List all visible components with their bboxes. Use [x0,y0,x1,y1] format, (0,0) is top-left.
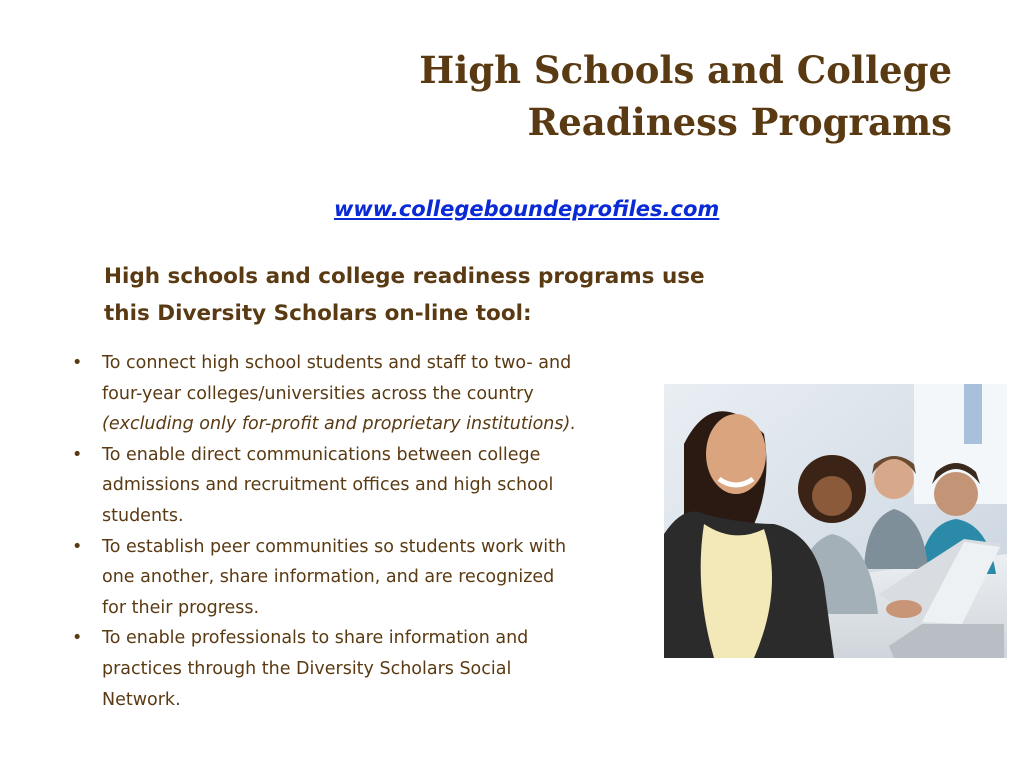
list-item [68,440,668,532]
bullet-text-line: To connect high school students and staff to two- and [102,353,572,373]
list-item [68,623,668,715]
slide-title [332,44,952,148]
bullet-text-line: (excluding only for-profit and proprietary institutions). [102,414,576,435]
bullet-text-line: Network. [102,689,181,710]
website-link[interactable]: www.collegeboundeprofiles.com [334,197,720,221]
list-item [68,532,668,624]
intro-line-2: this Diversity Scholars on-line tool: [104,301,532,326]
bullet-text-line: admissions and recruitment offices and high school [102,475,554,496]
list-item [68,348,668,440]
intro-line-1: High schools and college readiness programs use [104,264,705,289]
bullet-text-line: practices through the Diversity Scholars Social [102,658,512,679]
bullet-icon: • [72,536,83,557]
bullet-text-line: To establish peer communities so students work with [102,536,567,557]
bullet-list [68,348,668,715]
bullet-icon: • [72,444,83,465]
bullet-icon: • [72,353,83,373]
bullet-text-line: four-year colleges/universities across the country [102,383,534,404]
bullet-icon: • [72,628,83,649]
bullet-text-line: To enable direct communications between college [102,444,541,465]
bullet-text-line: To enable professionals to share information and [102,628,529,649]
bullet-text-line: one another, share information, and are recognized [102,567,555,588]
students-with-laptop-photo [664,384,1007,658]
bullet-text-line: students. [102,505,184,526]
title-line-1: High Schools and College [419,48,952,92]
bullet-text-line: for their progress. [102,597,260,618]
intro-text [104,258,764,332]
title-line-2: Readiness Programs [527,100,952,144]
